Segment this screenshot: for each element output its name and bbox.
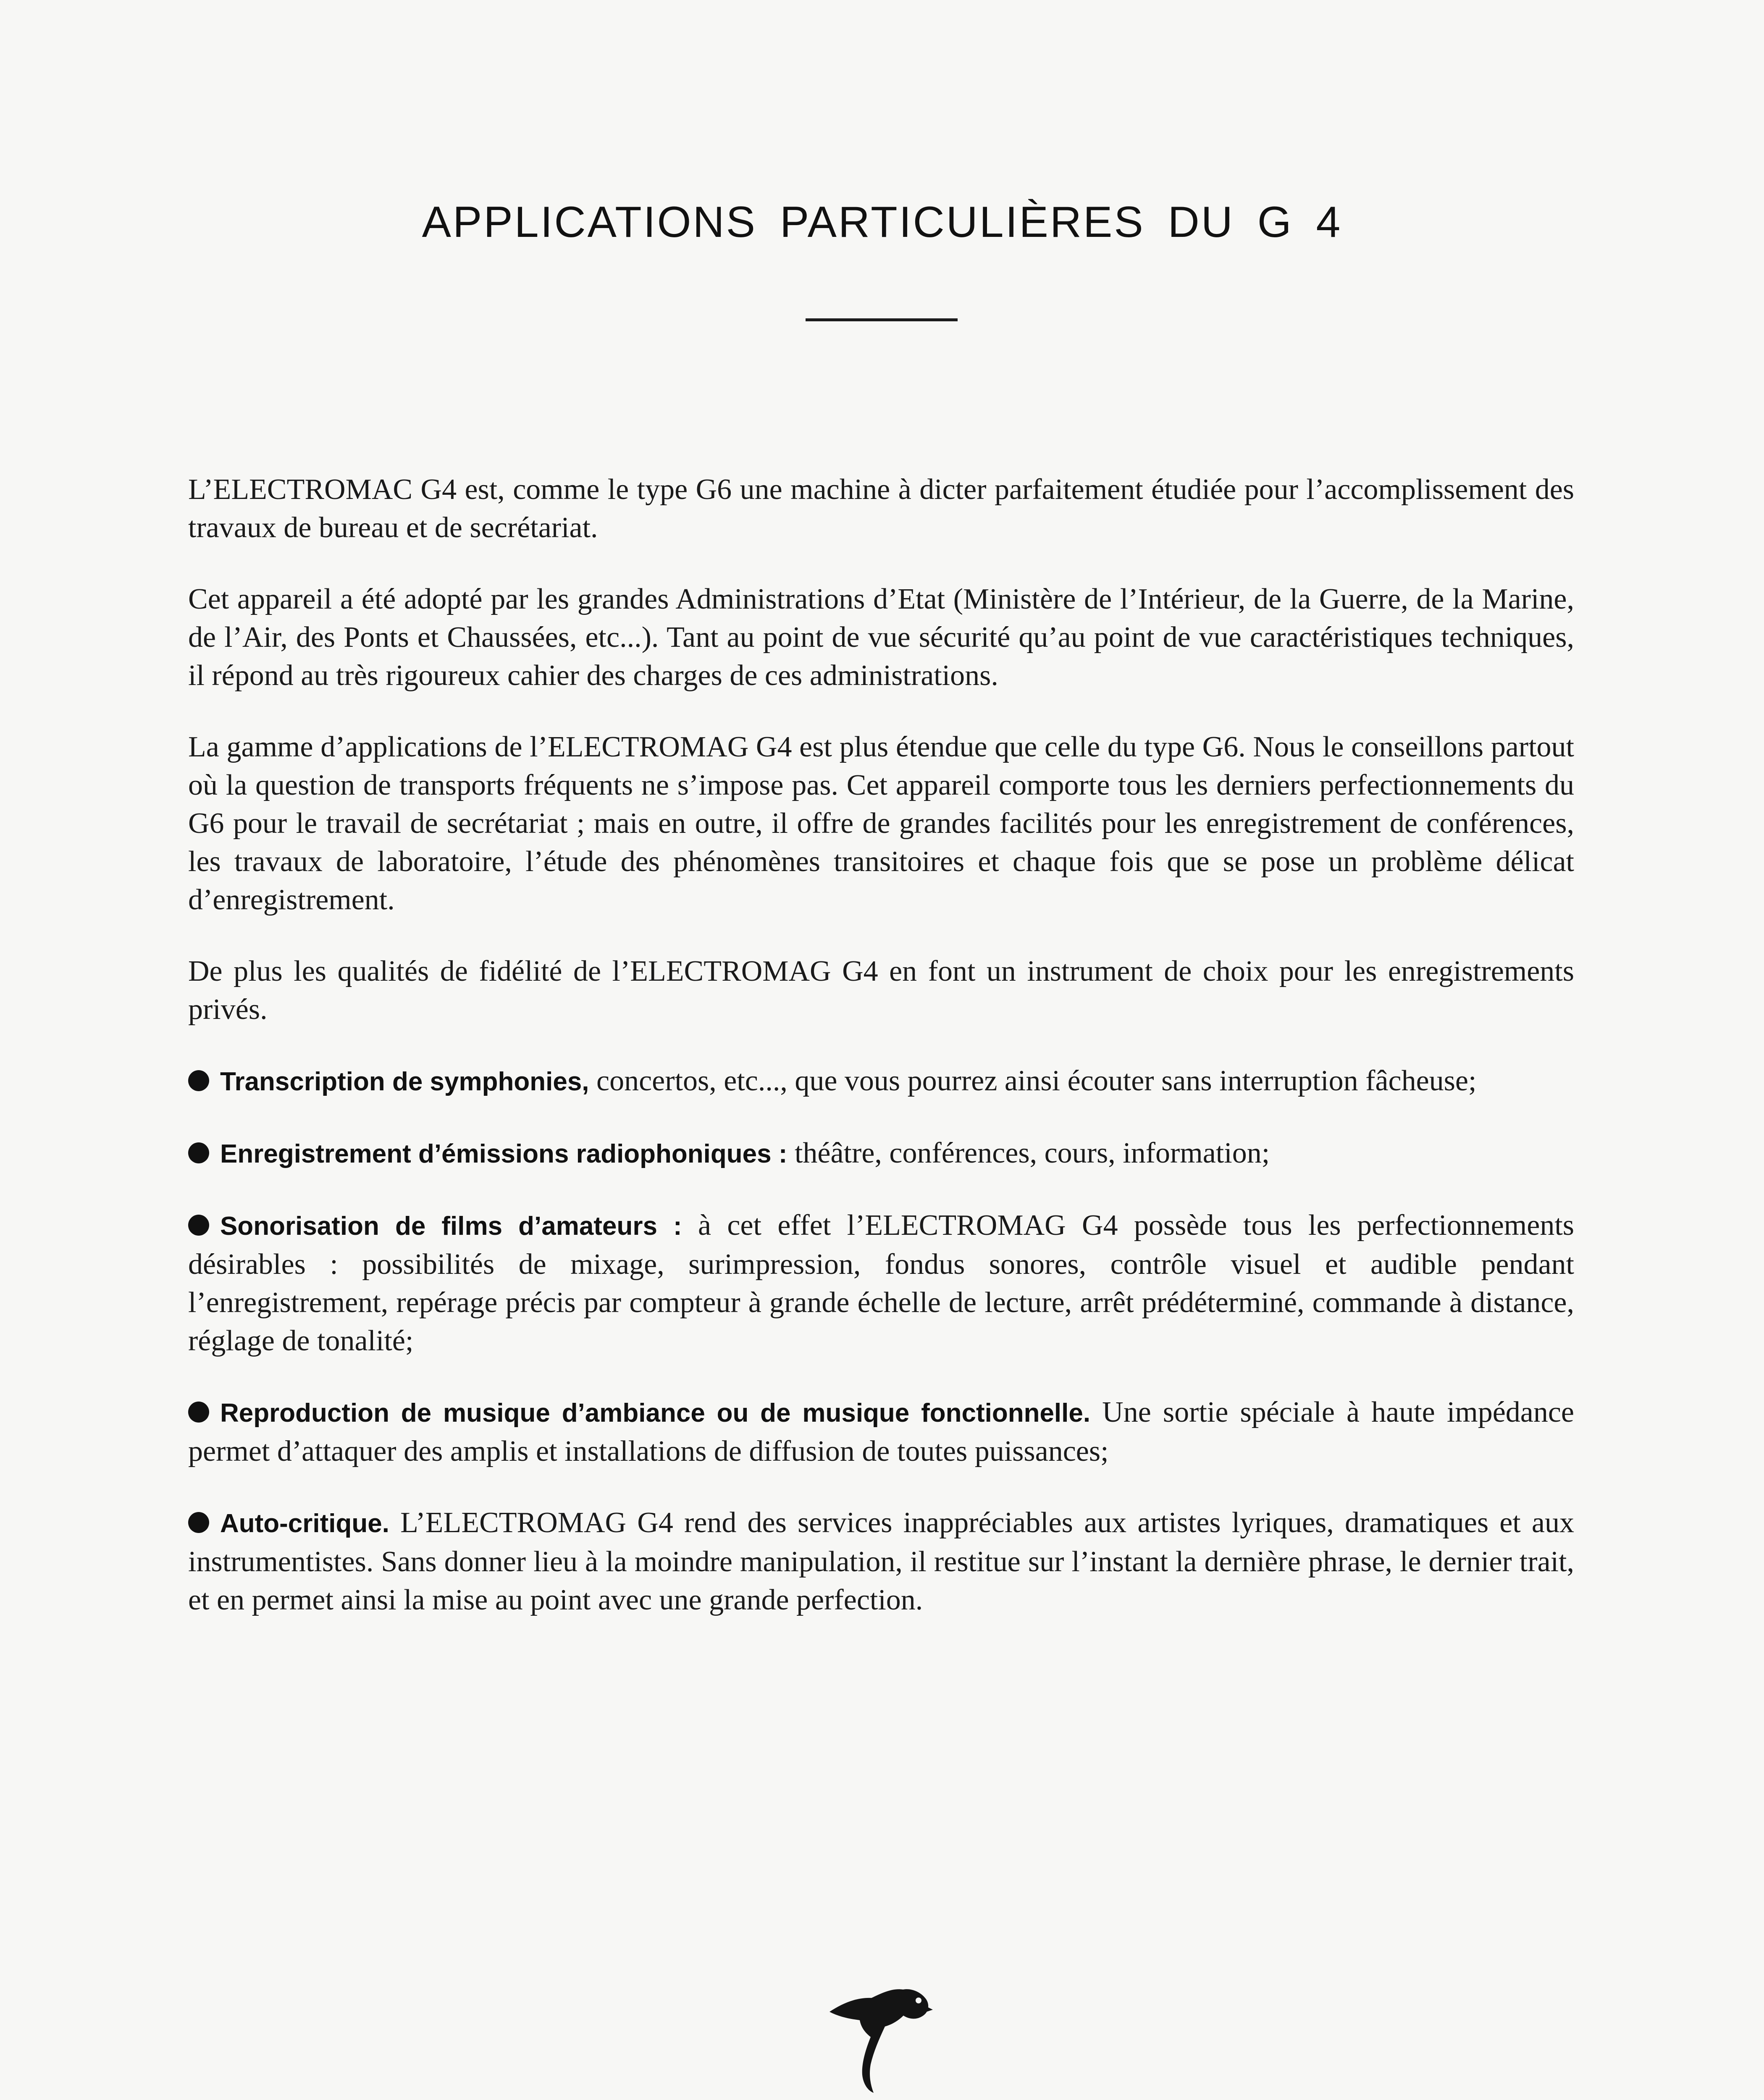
bullet-lead: Transcription de symphonies, [220, 1067, 589, 1096]
bullet-dot-icon [188, 1142, 209, 1163]
bullet-item [188, 1206, 1574, 1360]
paragraph: Cet appareil a été adopté par les grandes Administrations d’Etat (Ministère de l’Intérieur, de la Guerre, de la Marine, de l’Air, des Ponts et Chaussées, etc...). Tant au point de vue sécurité qu’au point de vue caractéristiques techniques, il répond au très rigoureux cahier des charges de ces administrations. [188, 583, 1574, 692]
bullet-item [188, 1062, 1574, 1101]
title-underline [806, 318, 958, 321]
bullet-item [188, 1504, 1574, 1619]
document-body [188, 470, 1574, 1652]
paragraph: La gamme d’applications de l’ELECTROMAG G4 est plus étendue que celle du type G6. Nous le conseillons partout où la question de transports fréquents ne s’impose pas. Cet appareil comporte tous les derniers perfectionnements du G6 pour le travail de secrétariat ; mais en outre, il offre de grandes facilités pour les enregistrement de conférences, les travaux de laboratoire, l’étude des phénomènes transitoires et chaque fois que se pose un problème délicat d’enregistrement. [188, 731, 1574, 916]
bullet-lead: Sonorisation de films d’amateurs : [220, 1212, 682, 1241]
bird-logo-icon [825, 1980, 934, 2098]
bullet-text: à cet effet l’ELECTROMAG G4 possède tous les perfectionnements désirables : possibilités de mixage, surimpression, fondus sonores, contrôle visuel et audible pendant l’enregistrement, repérage précis par compteur à grande échelle de lecture, arrêt prédéterminé, commande à distance, réglage de tonalité; [188, 1209, 1575, 1357]
page-title: APPLICATIONS PARTICULIÈRES DU G 4 [422, 198, 1342, 247]
bullet-dot-icon [188, 1512, 209, 1533]
bullet-item [188, 1134, 1574, 1173]
bullet-text: L’ELECTROMAG G4 rend des services inappréciables aux artistes lyriques, dramatiques et aux instrumentistes. Sans donner lieu à la moindre manipulation, il restitue sur l’instant la dernière phrase, le dernier trait, et en permet ainsi la mise au point avec une grande perfection. [188, 1507, 1574, 1616]
paragraph: De plus les qualités de fidélité de l’ELECTROMAG G4 en font un instrument de choix pour les enregistrements privés. [188, 955, 1574, 1026]
bullet-lead: Enregistrement d’émissions radiophoniques : [220, 1139, 788, 1168]
bullet-text: Une sortie spéciale à haute impédance permet d’attaquer des amplis et installations de diffusion de toutes puissances; [188, 1396, 1574, 1467]
bullet-text: concertos, etc..., que vous pourrez ainsi écouter sans interruption fâcheuse; [589, 1065, 1477, 1097]
bullet-lead: Reproduction de musique d’ambiance ou de musique fonctionnelle. [220, 1399, 1091, 1428]
bullet-dot-icon [188, 1402, 209, 1423]
paragraph: L’ELECTROMAC G4 est, comme le type G6 une machine à dicter parfaitement étudiée pour l’accomplissement des travaux de bureau et de secrétariat. [188, 473, 1574, 544]
bullet-dot-icon [188, 1215, 209, 1236]
bullet-lead: Auto-critique. [220, 1509, 389, 1538]
bullet-dot-icon [188, 1070, 209, 1091]
bullet-text: théâtre, conférences, cours, information; [787, 1137, 1270, 1169]
bullet-item [188, 1393, 1574, 1470]
